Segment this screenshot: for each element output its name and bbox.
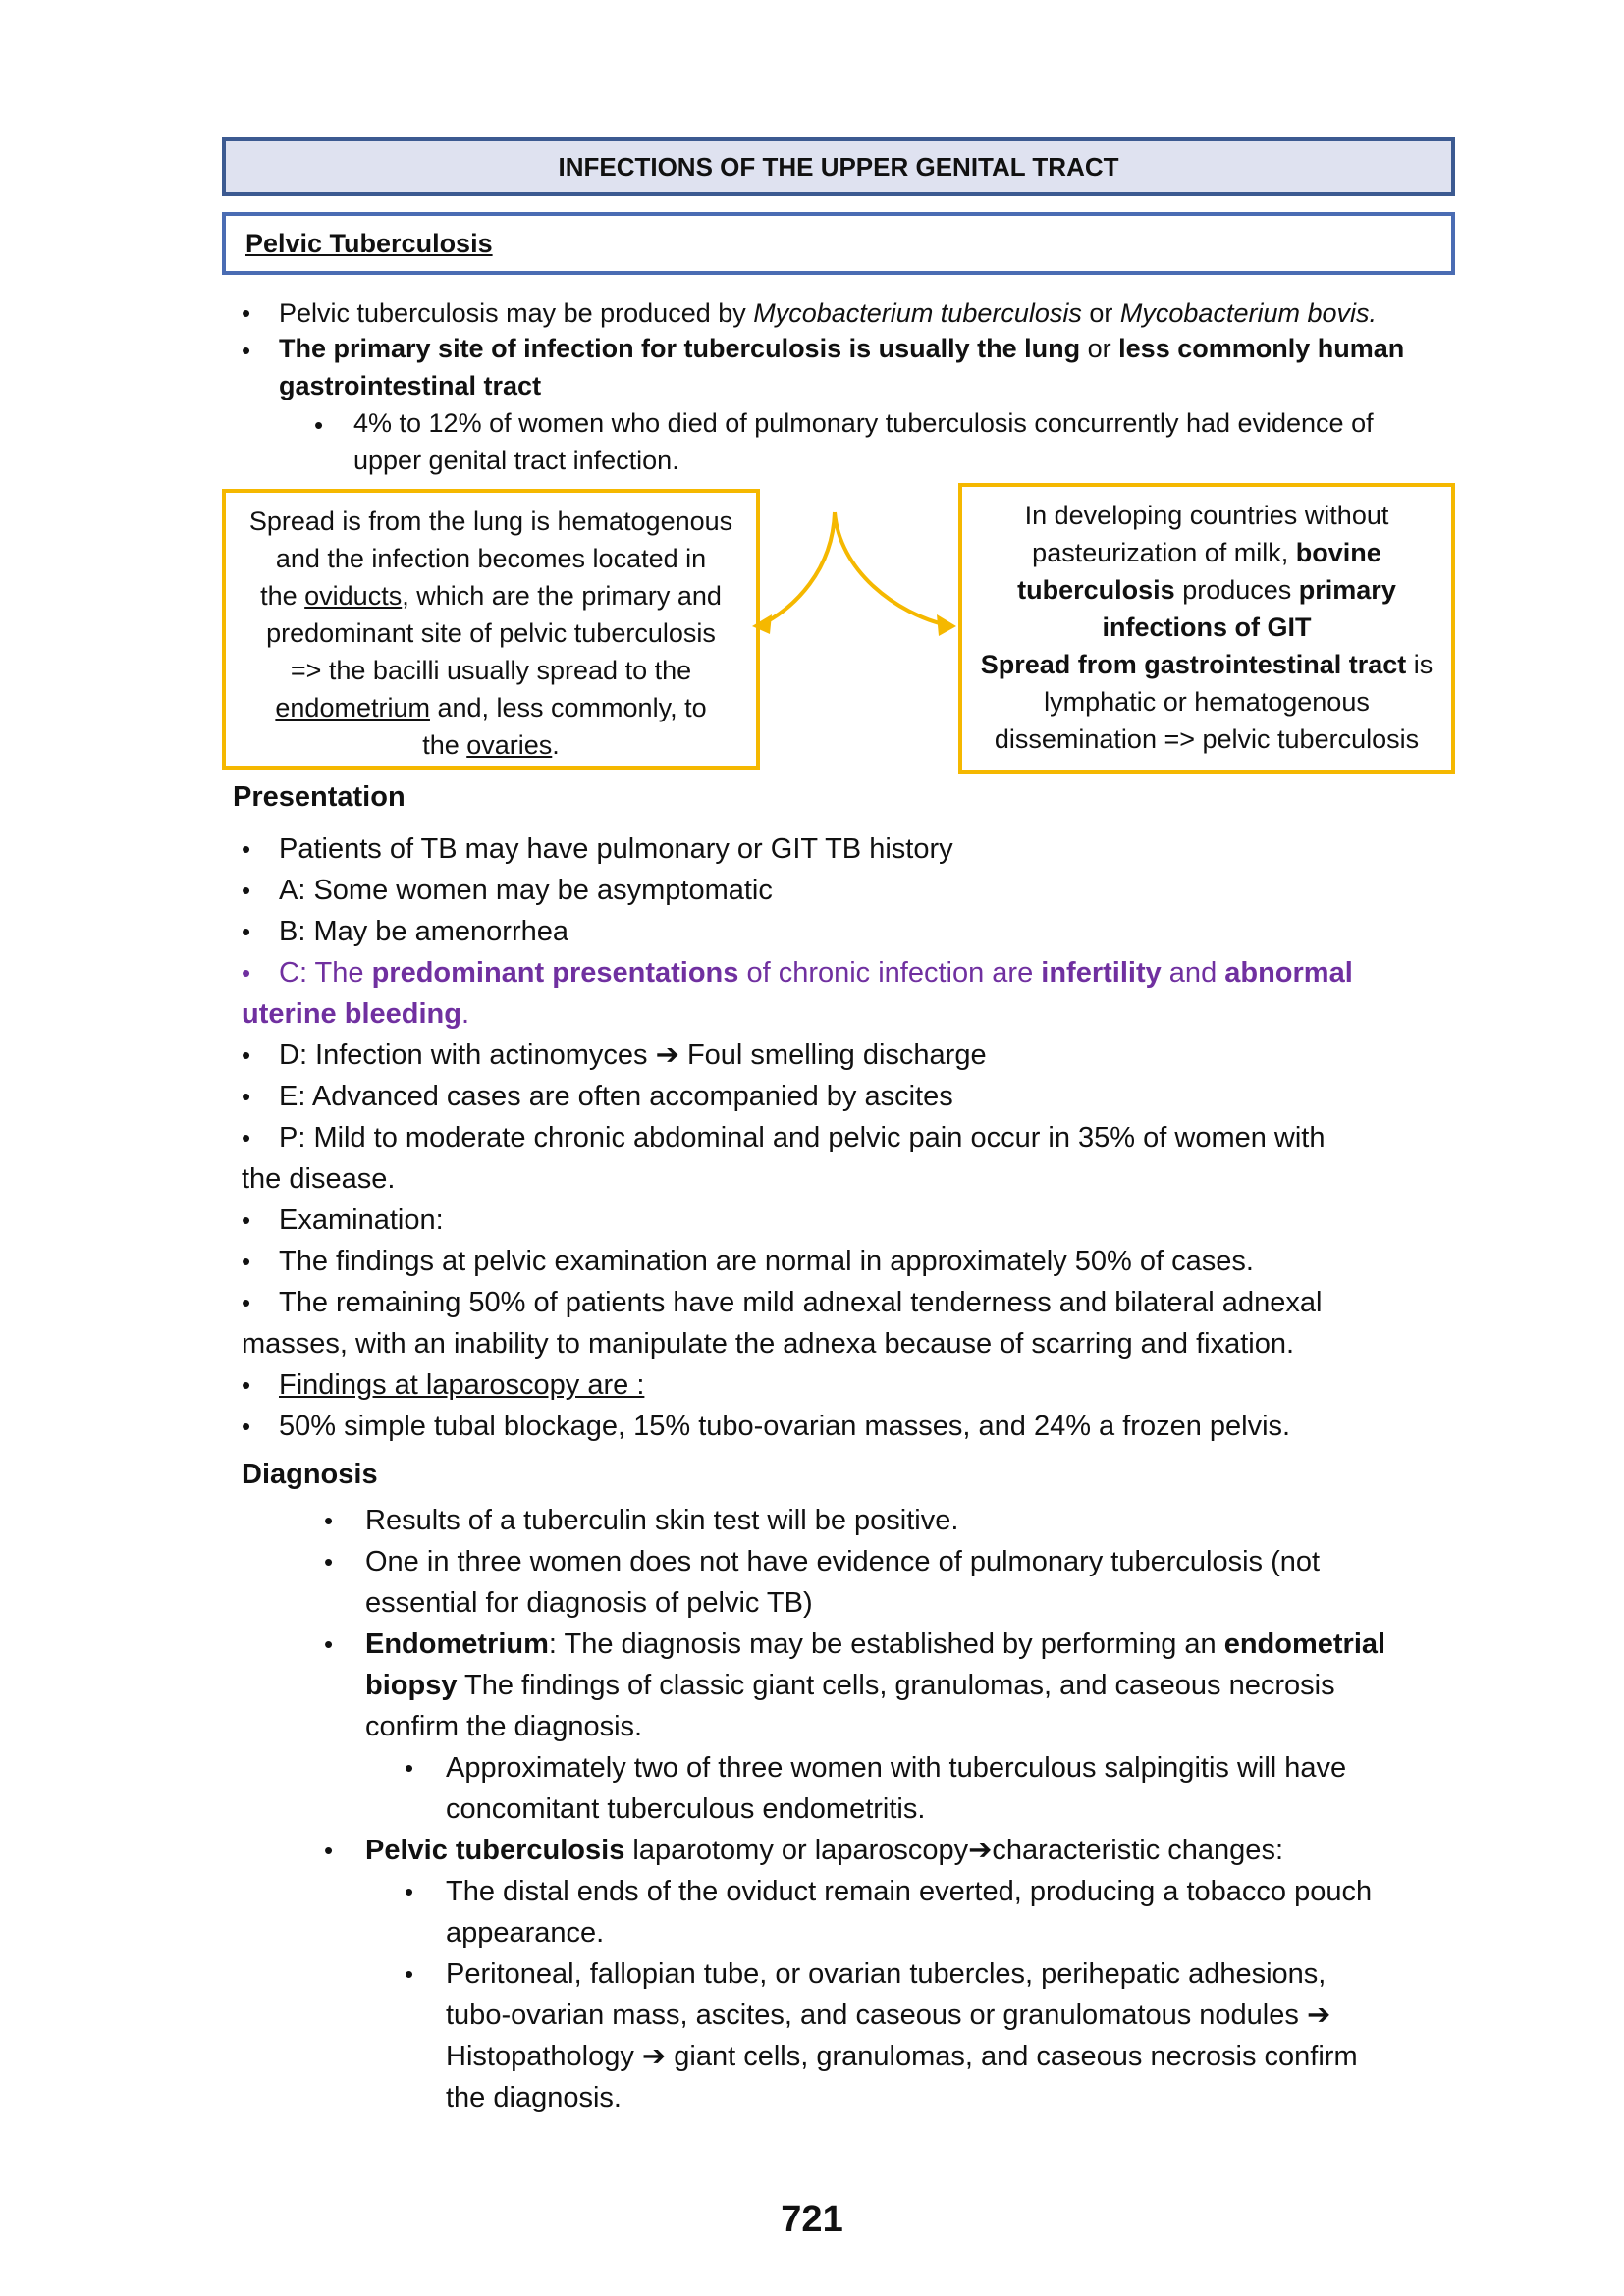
presentation-item [242,1076,953,1117]
text: primary [1298,575,1396,605]
text: The findings of classic giant cells, granulomas, and caseous necrosis [457,1670,1335,1701]
text: the diagnosis. [446,2082,622,2113]
presentation-item-cont [242,1323,1294,1364]
text: 50% simple tubal blockage, 15% tubo-ovarian masses, and 24% a frozen pelvis. [279,1411,1291,1442]
text: essential for diagnosis of pelvic TB) [365,1587,813,1619]
text: upper genital tract infection. [353,446,679,475]
text: C: The [279,957,372,988]
text: infections of GIT [1102,613,1312,642]
bullet-icon: • [242,958,251,988]
text: Findings at laparoscopy are : [279,1369,645,1401]
bullet-icon: • [405,1959,414,1989]
text: of chronic infection are [738,957,1042,988]
text: The distal ends of the oviduct remain everted, producing a tobacco pouch [446,1876,1373,1907]
bullet-icon: • [405,1753,414,1783]
text: Peritoneal, fallopian tube, or ovarian tubercles, perihepatic adhesions, [446,1958,1326,1990]
text: tuberculosis [1017,575,1175,605]
diagnosis-sub-item [405,1953,1358,2118]
presentation-item [242,1117,1326,1158]
text: Pelvic tuberculosis [365,1835,625,1866]
text: abnormal [1224,957,1353,988]
presentation-item [242,1364,644,1406]
text: oviducts [304,581,403,611]
text: biopsy [365,1670,458,1701]
text: ovaries [466,730,553,760]
text: : The diagnosis may be established by performing an [548,1629,1224,1660]
text: The remaining 50% of patients have mild adnexal tenderness and bilateral adnexal [279,1287,1323,1318]
text: Spread from gastrointestinal tract [980,650,1407,679]
bullet-icon: • [242,1370,251,1400]
bullet-icon: • [242,876,251,905]
bullet-icon: • [242,298,251,328]
text: 4% to 12% of women who died of pulmonary tuberculosis concurrently had evidence of [353,408,1374,438]
curved-double-arrow-icon [746,501,962,648]
bullet-icon: • [242,1082,251,1111]
diagnosis-heading: Diagnosis [242,1459,378,1490]
text: Endometrium [365,1629,549,1660]
text: Spread is from the lung is hematogenous [248,507,733,536]
diagnosis-item [324,1500,958,1541]
presentation-item [242,870,773,911]
text: A: Some women may be asymptomatic [279,875,773,906]
presentation-item [242,1035,987,1076]
bullet-icon: • [324,1836,334,1865]
species-name: Mycobacterium bovis. [1119,298,1377,328]
presentation-heading: Presentation [233,781,406,813]
bullet-icon: • [242,834,251,864]
text: masses, with an inability to manipulate the adnexa because of scarring and fixation. [242,1328,1295,1360]
text: and the infection becomes located in [275,544,707,573]
text: E: Advanced cases are often accompanied by ascites [279,1081,953,1112]
text: is [1406,650,1434,679]
bullet-icon: • [242,336,251,365]
text: => the bacilli usually spread to the [290,656,692,685]
text: pasteurization of milk, [1032,538,1296,567]
text: B: May be amenorrhea [279,916,568,947]
presentation-item-highlight [242,952,1459,993]
text: . [552,730,560,760]
text: The primary site of infection for tuberculosis is usually the lung [279,334,1081,363]
species-name: Mycobacterium tuberculosis [753,298,1082,328]
text: tubo-ovarian mass, ascites, and caseous or granulomatous nodules ➔ [446,2000,1331,2031]
text: predominant presentations [371,957,739,988]
text: laparotomy or laparoscopy➔characteristic changes: [624,1835,1283,1866]
presentation-item [242,911,568,952]
diagnosis-item [324,1624,1385,1747]
bovine-tb-box [958,483,1455,774]
text: Approximately two of three women with tuberculous salpingitis will have [446,1752,1347,1784]
text: , which are the primary and [402,581,722,611]
text: or [1080,334,1119,363]
text: Pelvic tuberculosis may be produced by [279,298,754,328]
diagnosis-sub-item [405,1871,1372,1953]
bullet-icon: • [242,1288,251,1317]
text: the disease. [242,1163,396,1195]
text: D: Infection with actinomyces ➔ Foul smelling discharge [279,1040,987,1071]
text: appearance. [446,1917,605,1949]
presentation-item-cont [242,1158,395,1200]
presentation-item [242,1241,1254,1282]
text: One in three women does not have evidence of pulmonary tuberculosis (not [365,1546,1321,1577]
text: Patients of TB may have pulmonary or GIT TB history [279,833,953,865]
text: Results of a tuberculin skin test will be positive. [365,1505,959,1536]
text: the [422,730,467,760]
text: gastrointestinal tract [279,371,542,400]
text: or [1081,298,1120,328]
presentation-item [242,1406,1290,1447]
text: endometrium [275,693,430,722]
text: and [1161,957,1225,988]
bullet-icon: • [242,1123,251,1152]
diagnosis-item [324,1541,1320,1624]
text: The findings at pelvic examination are normal in approximately 50% of cases. [279,1246,1254,1277]
text: . [460,998,470,1030]
presentation-item-highlight-cont [242,993,469,1035]
intro-bullet-1 [242,293,1377,334]
bullet-icon: • [324,1629,334,1659]
text: Examination: [279,1204,444,1236]
bullet-icon: • [242,1041,251,1070]
bullet-icon: • [405,1877,414,1906]
page-number: 721 [781,2199,843,2240]
presentation-item [242,1200,444,1241]
bullet-icon: • [242,917,251,946]
bullet-icon: • [242,1412,251,1441]
page-title-box [222,137,1455,196]
text: P: Mild to moderate chronic abdominal and pelvic pain occur in 35% of women with [279,1122,1326,1153]
bullet-icon: • [242,1247,251,1276]
presentation-item [242,828,953,870]
text: concomitant tuberculous endometritis. [446,1793,926,1825]
text: endometrial [1223,1629,1386,1660]
text: lymphatic or hematogenous [1044,687,1370,717]
text: the [260,581,305,611]
diagnosis-sub-item [405,1747,1346,1830]
presentation-item [242,1282,1322,1323]
intro-sub-bullet [314,404,1374,479]
section-title-box [222,212,1455,275]
bullet-icon: • [314,410,324,440]
text: Histopathology ➔ giant cells, granulomas, and caseous necrosis confirm [446,2041,1358,2072]
text: infertility [1041,957,1162,988]
diagnosis-item [324,1830,1283,1871]
text: uterine bleeding [242,998,461,1030]
bullet-icon: • [324,1547,334,1576]
text: and, less commonly, to [429,693,707,722]
page-title: INFECTIONS OF THE UPPER GENITAL TRACT [558,151,1119,182]
text: confirm the diagnosis. [365,1711,643,1742]
section-title: Pelvic Tuberculosis [245,228,493,258]
text: predominant site of pelvic tuberculosis [266,618,716,648]
text: bovine [1295,538,1381,567]
text: produces [1174,575,1299,605]
spread-from-lung-box [222,489,760,770]
text: less commonly human [1118,334,1405,363]
bullet-icon: • [242,1205,251,1235]
bullet-icon: • [324,1506,334,1535]
text: dissemination => pelvic tuberculosis [994,724,1420,754]
intro-bullet-2 [242,330,1449,404]
text: In developing countries without [1024,501,1389,530]
